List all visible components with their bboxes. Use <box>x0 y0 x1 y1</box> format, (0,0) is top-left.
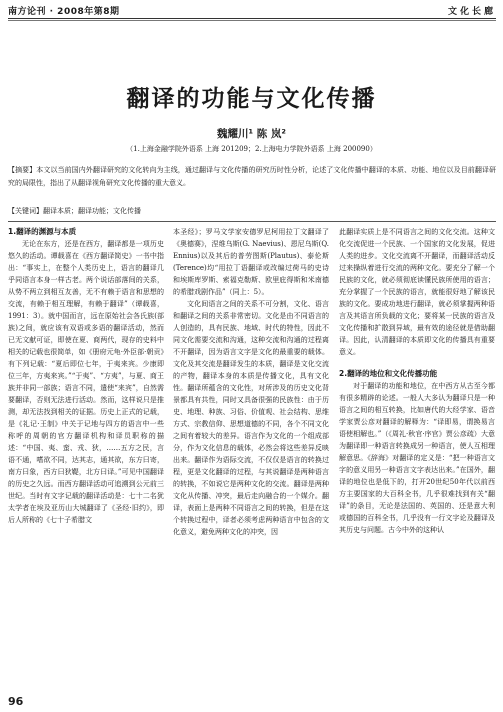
column-1 <box>8 226 164 526</box>
journal-issue: 南方论刊 · 2008年第8期 <box>8 7 120 17</box>
header-rule <box>8 18 496 19</box>
paragraph: 无论在东方，还是在西方，翻译都是一项历史悠久的活动。谭载喜在《西方翻译简史》一书中指出：“事实上，在整个人类历史上，语言的翻译几乎同语言本身一样古老。两个说话部落间的关系，从势不两立到相互友善，无不有赖于语言和思想的交流，有赖于相互理解，有赖于翻译”（谭载喜，1991：3）。就中国而言，远在原始社会各氏族(部族)之间，就应该有双语或多语的翻译活动，然而已无文献可证，即使在夏、商两代，现存的史料中相关的记载也很简单，如《册府元龟·外臣部·朝贡》有下列记载：“夏后即位七年，于夷来宾。少康即位三年，方夷来宾。”“于夷”、“方夷”，与夏、商王族并非同一部族；语言不同，遣使“来宾”，自然需要翻译，否则无法进行活动。然而，这样说只是推测，却无法找到相关的证据。历史上正式的记载，是《礼记·王制》中关于记地与四方的语言中一些称呼的周朝的官方翻译机构和译员职称的描述：“中国、夷、蛮、戎、狄，……五方之民，言语不通，嗜欲不同，达其志，通其欲，东方曰寄，南方曰象，西方曰狄鞮，北方曰译。”可见中国翻译的历史之久远。而西方翻译活动可追溯到公元前三世纪。当时有文字记载的翻译活动是：七十二名犹太学者在埃及亚历山大城翻译了《圣经·旧约》，即后人所称的《七十子希腊文 <box>8 240 164 524</box>
authors: 魏耀川¹ 陈 岚² <box>216 128 286 140</box>
page-number: 96 <box>8 695 24 708</box>
abstract: 【摘要】本文以当前国内外翻译研究的文化转向为主线，通过翻译与文化传播的研究历时性分析，论述了文化传播中翻译的本质、功能、地位以及目前翻译研究的局限性，指出了从翻译视角研究文化传播的重大意义。 <box>8 166 496 187</box>
section-heading-1: 1.翻译的渊源与本质 <box>8 227 77 236</box>
paragraph: 此翻译实质上是不同语言之间的文化交流。这种文化交流促进一个民族、一个国家的文化发展，促进人类的进步。文化交流离不开翻译，而翻译活动反过来操纵着进行交流的两种文化。要充分了解一个民族的文化，就必须彻底读懂民族所使用的语言；充分掌握了一个民族的语言，就能很好地了解该民族的文化。要成功地进行翻译，就必须掌握两种语言及其语言所负载的文化；要将某一民族的语言及文化传播和扩散到异域，最有效的途径就是借助翻译。因此，认清翻译的本质即文化的传播具有重要意义。 <box>339 228 495 356</box>
section-heading-2: 2.翻译的地位和文化传播功能 <box>339 369 438 378</box>
abstract-divider <box>8 221 496 222</box>
paragraph: 文化间语言之间的关系不可分割，文化、语言和翻译之间的关系非常密切。文化是由不同语言的人创造的，具有民族、地域、时代的特性，因此不同文化需要交流和沟通，这种交流和沟通的过程离不开翻译，因为语言文字是文化的最重要的载体。文化及其交流是翻译发生的本质，翻译是文化交流的产物，翻译本身的本质是传播文化，具有文化性。翻译所蕴含的文化性，对所涉及的历史文化背景都具有共性，同时又具备很强的民族性：由于历史、地理、种族、习俗、价值观、社会结构、思维方式、宗教信仰、思想道德的不同，各个不同文化之间有着较大的差异。语言作为文化的一个组成部分，作为文化信息的载体，必然会将这些差异反映出来。翻译作为语际交流，不仅仅是语言的转换过程，更是文化翻译的过程，与其说翻译是两种语言的转换，不如说它是两种文化的交流。翻译是两种文化从传播、冲突，最后走向融合的一个媒介。翻译，表面上是两种不同语言之间的转换，但是在这个转换过程中，译者必须考虑两种语言中包含的文化意义，避免两种文化的冲突，因 <box>173 300 329 536</box>
section-name: 文化长廊 <box>447 7 496 17</box>
column-3 <box>339 226 495 536</box>
paragraph: 对于翻译的功能和地位，在中西方从古至今都有很多精辟的论述。一般人大多认为翻译只是一种语言之间的相互转换，比如唐代的大经学家、语音学家贾公彦对翻译的解释为：“译即易，谓换易言语使相解也。”（《周礼·秋官·序官》贾公彦疏）大意为翻译即一种语言转换成另一种语言，使人互相理解意思。《辞海》对翻译的定义是：“把一种语言文字的意义用另一种语言文字表达出来。”在国外，翻译的地位也是低下的，打开20世纪50年代以前西方主要国家的大百科全书，几乎很难找到有关“翻译”的条目，无论是法国的、英国的、还是意大利或德国的百科全书，几乎没有一行文字论及翻译及其历史与问题。古今中外的这种认 <box>339 382 495 534</box>
article-title: 翻译的功能与文化传播 <box>126 86 377 112</box>
paragraph: 本圣经》；罗马文学家安德罗尼柯用拉丁文翻译了《奥德赛》，涅维乌斯(G. Naevius)、恩尼乌斯(Q. Ennius)以及其后的普劳图斯(Plautus)、泰伦斯(Terence)均“用拉丁语翻译或改编过荷马的史诗和埃斯库罗斯、索福克勒斯、欧里庇得斯和米南德的希腊戏剧作品”（同上：5）。 <box>173 228 329 296</box>
column-2 <box>173 226 329 538</box>
affiliation: （1.上海金融学院外语系 上海 201209；2.上海电力学院外语系 上海 200090） <box>126 145 377 153</box>
keywords: 【关键词】翻译本质；翻译功能；文化传播 <box>8 207 141 215</box>
header-rule-thin <box>8 20 496 21</box>
